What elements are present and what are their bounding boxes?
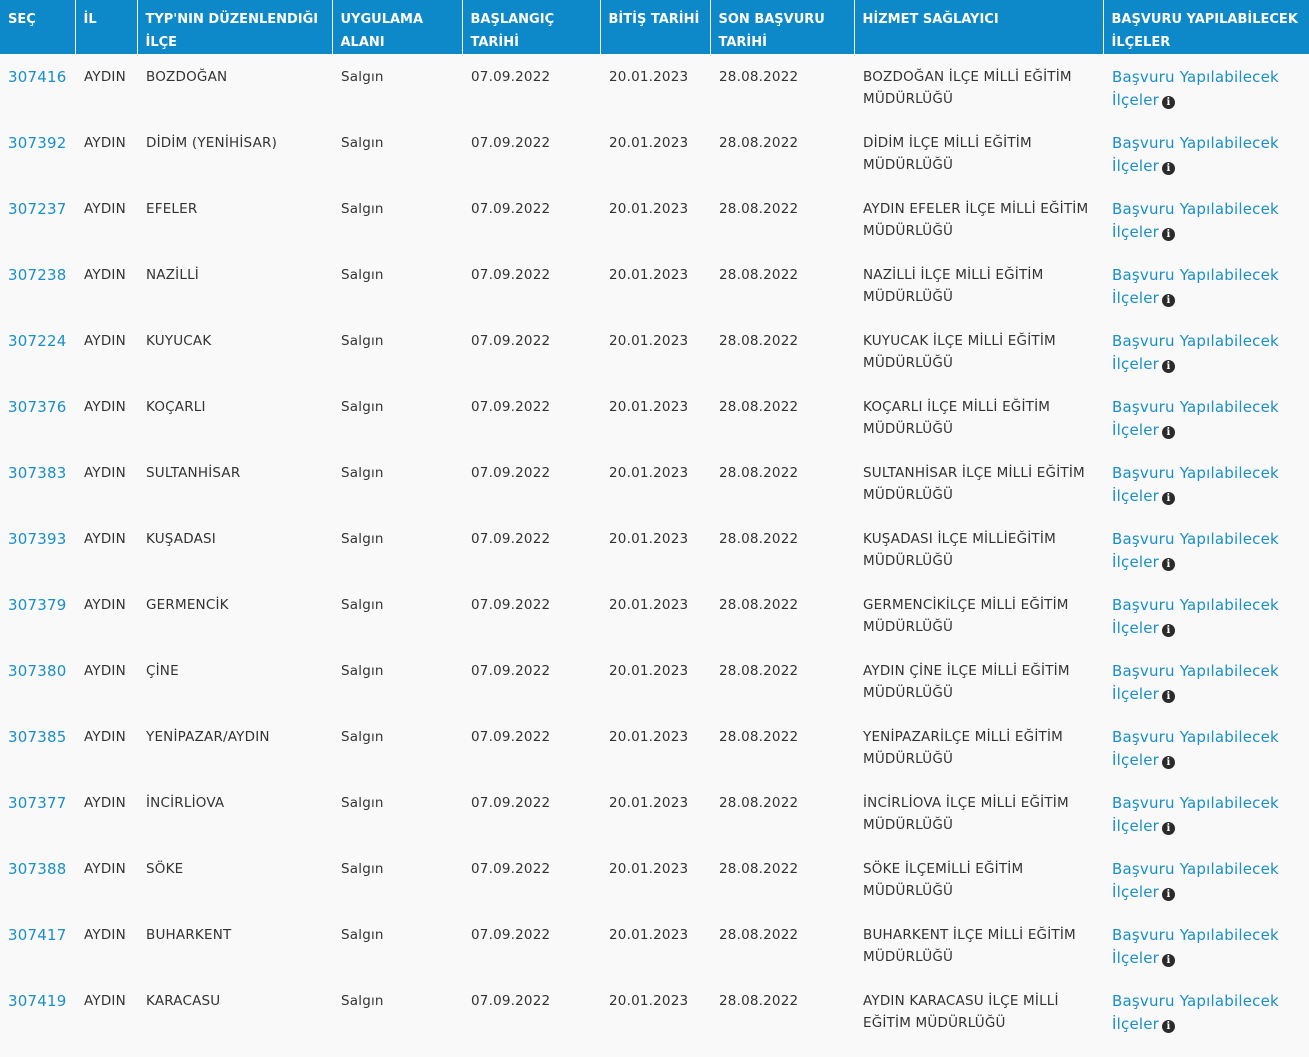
ilce-cell: DİDİM (YENİHİSAR) [146, 135, 278, 151]
eligible-districts-label: Başvuru Yapılabilecek İlçeler [1112, 926, 1279, 967]
table-row [0, 120, 1309, 186]
info-circle-icon[interactable]: i [1162, 162, 1175, 175]
eligible-districts-label: Başvuru Yapılabilecek İlçeler [1112, 266, 1279, 307]
info-circle-icon[interactable]: i [1162, 228, 1175, 241]
deadline-cell: 28.08.2022 [719, 333, 799, 349]
provider-cell: SÖKE İLÇEMİLLİ EĞİTİM MÜDÜRLÜĞÜ [863, 861, 1024, 899]
start-date-cell: 07.09.2022 [471, 135, 551, 151]
il-cell: AYDIN [84, 927, 126, 943]
select-link[interactable]: 307380 [8, 662, 67, 680]
eligible-districts-link[interactable] [1112, 134, 1279, 175]
info-circle-icon[interactable]: i [1162, 822, 1175, 835]
table-row [0, 648, 1309, 714]
deadline-cell: 28.08.2022 [719, 597, 799, 613]
deadline-cell: 28.08.2022 [719, 663, 799, 679]
end-date-cell: 20.01.2023 [609, 135, 689, 151]
ilce-cell: KARACASU [146, 993, 221, 1009]
table-body [0, 54, 1309, 1044]
alan-cell: Salgın [341, 729, 384, 745]
start-date-cell: 07.09.2022 [471, 993, 551, 1009]
end-date-cell: 20.01.2023 [609, 861, 689, 877]
select-link[interactable]: 307238 [8, 266, 67, 284]
start-date-cell: 07.09.2022 [471, 333, 551, 349]
header-ilce: TYP'NIN DÜZENLENDIĞI İLÇE [137, 0, 332, 54]
end-date-cell: 20.01.2023 [609, 597, 689, 613]
start-date-cell: 07.09.2022 [471, 663, 551, 679]
il-cell: AYDIN [84, 729, 126, 745]
eligible-districts-label: Başvuru Yapılabilecek İlçeler [1112, 200, 1279, 241]
eligible-districts-link[interactable] [1112, 398, 1279, 439]
start-date-cell: 07.09.2022 [471, 795, 551, 811]
table-row [0, 978, 1309, 1044]
header-row [0, 0, 1309, 54]
il-cell: AYDIN [84, 597, 126, 613]
deadline-cell: 28.08.2022 [719, 993, 799, 1009]
alan-cell: Salgın [341, 531, 384, 547]
end-date-cell: 20.01.2023 [609, 201, 689, 217]
header-baslangic-tarihi: BAŞLANGIÇ TARİHİ [462, 0, 600, 54]
info-circle-icon[interactable]: i [1162, 558, 1175, 571]
provider-cell: NAZİLLİ İLÇE MİLLİ EĞİTİM MÜDÜRLÜĞÜ [863, 267, 1044, 305]
alan-cell: Salgın [341, 135, 384, 151]
info-circle-icon[interactable]: i [1162, 624, 1175, 637]
table-row [0, 582, 1309, 648]
alan-cell: Salgın [341, 993, 384, 1009]
end-date-cell: 20.01.2023 [609, 993, 689, 1009]
start-date-cell: 07.09.2022 [471, 69, 551, 85]
select-link[interactable]: 307383 [8, 464, 67, 482]
eligible-districts-label: Başvuru Yapılabilecek İlçeler [1112, 134, 1279, 175]
eligible-districts-link[interactable] [1112, 860, 1279, 901]
end-date-cell: 20.01.2023 [609, 267, 689, 283]
ilce-cell: SÖKE [146, 861, 184, 877]
alan-cell: Salgın [341, 333, 384, 349]
end-date-cell: 20.01.2023 [609, 663, 689, 679]
deadline-cell: 28.08.2022 [719, 861, 799, 877]
eligible-districts-link[interactable] [1112, 728, 1279, 769]
ilce-cell: YENİPAZAR/AYDIN [146, 729, 270, 745]
deadline-cell: 28.08.2022 [719, 531, 799, 547]
header-hizmet-saglayici: HİZMET SAĞLAYICI [854, 0, 1103, 54]
eligible-districts-link[interactable] [1112, 464, 1279, 505]
deadline-cell: 28.08.2022 [719, 795, 799, 811]
start-date-cell: 07.09.2022 [471, 465, 551, 481]
select-link[interactable]: 307417 [8, 926, 67, 944]
ilce-cell: NAZİLLİ [146, 267, 199, 283]
select-link[interactable]: 307419 [8, 992, 67, 1010]
provider-cell: YENİPAZARİLÇE MİLLİ EĞİTİM MÜDÜRLÜĞÜ [863, 729, 1063, 767]
table-row [0, 912, 1309, 978]
provider-cell: BUHARKENT İLÇE MİLLİ EĞİTİM MÜDÜRLÜĞÜ [863, 927, 1076, 965]
select-link[interactable]: 307392 [8, 134, 67, 152]
deadline-cell: 28.08.2022 [719, 465, 799, 481]
il-cell: AYDIN [84, 267, 126, 283]
table-row [0, 54, 1309, 120]
alan-cell: Salgın [341, 927, 384, 943]
alan-cell: Salgın [341, 795, 384, 811]
provider-cell: SULTANHİSAR İLÇE MİLLİ EĞİTİM MÜDÜRLÜĞÜ [863, 465, 1085, 503]
eligible-districts-label: Başvuru Yapılabilecek İlçeler [1112, 596, 1279, 637]
il-cell: AYDIN [84, 795, 126, 811]
eligible-districts-link[interactable] [1112, 992, 1279, 1033]
select-link[interactable]: 307388 [8, 860, 67, 878]
eligible-districts-link[interactable] [1112, 68, 1279, 109]
eligible-districts-label: Başvuru Yapılabilecek İlçeler [1112, 728, 1279, 769]
start-date-cell: 07.09.2022 [471, 729, 551, 745]
ilce-cell: EFELER [146, 201, 198, 217]
alan-cell: Salgın [341, 267, 384, 283]
provider-cell: KUYUCAK İLÇE MİLLİ EĞİTİM MÜDÜRLÜĞÜ [863, 333, 1056, 371]
deadline-cell: 28.08.2022 [719, 729, 799, 745]
alan-cell: Salgın [341, 663, 384, 679]
ilce-cell: İNCİRLİOVA [146, 795, 225, 811]
start-date-cell: 07.09.2022 [471, 267, 551, 283]
table-row [0, 846, 1309, 912]
il-cell: AYDIN [84, 333, 126, 349]
start-date-cell: 07.09.2022 [471, 927, 551, 943]
eligible-districts-link[interactable] [1112, 266, 1279, 307]
select-link[interactable]: 307224 [8, 332, 67, 350]
table-row [0, 186, 1309, 252]
alan-cell: Salgın [341, 69, 384, 85]
eligible-districts-link[interactable] [1112, 926, 1279, 967]
end-date-cell: 20.01.2023 [609, 399, 689, 415]
start-date-cell: 07.09.2022 [471, 201, 551, 217]
alan-cell: Salgın [341, 201, 384, 217]
header-bitis-tarihi: BİTİŞ TARİHİ [600, 0, 710, 54]
header-basvuru-ilceler: BAŞVURU YAPILABİLECEK İLÇELER [1103, 0, 1309, 54]
end-date-cell: 20.01.2023 [609, 333, 689, 349]
alan-cell: Salgın [341, 399, 384, 415]
eligible-districts-link[interactable] [1112, 530, 1279, 571]
info-circle-icon[interactable]: i [1162, 96, 1175, 109]
info-circle-icon[interactable]: i [1162, 888, 1175, 901]
eligible-districts-label: Başvuru Yapılabilecek İlçeler [1112, 398, 1279, 439]
eligible-districts-link[interactable] [1112, 662, 1279, 703]
eligible-districts-label: Başvuru Yapılabilecek İlçeler [1112, 794, 1279, 835]
il-cell: AYDIN [84, 69, 126, 85]
table-row [0, 318, 1309, 384]
eligible-districts-link[interactable] [1112, 794, 1279, 835]
info-circle-icon[interactable]: i [1162, 426, 1175, 439]
select-link[interactable]: 307385 [8, 728, 67, 746]
header-uygulama-alani: UYGULAMA ALANI [332, 0, 462, 54]
info-circle-icon[interactable]: i [1162, 360, 1175, 373]
select-link[interactable]: 307416 [8, 68, 67, 86]
info-circle-icon[interactable]: i [1162, 954, 1175, 967]
il-cell: AYDIN [84, 201, 126, 217]
start-date-cell: 07.09.2022 [471, 399, 551, 415]
eligible-districts-label: Başvuru Yapılabilecek İlçeler [1112, 332, 1279, 373]
ilce-cell: ÇİNE [146, 663, 179, 679]
table-header [0, 0, 1309, 54]
end-date-cell: 20.01.2023 [609, 729, 689, 745]
provider-cell: BOZDOĞAN İLÇE MİLLİ EĞİTİM MÜDÜRLÜĞÜ [863, 69, 1072, 107]
deadline-cell: 28.08.2022 [719, 69, 799, 85]
il-cell: AYDIN [84, 861, 126, 877]
start-date-cell: 07.09.2022 [471, 861, 551, 877]
table-row [0, 384, 1309, 450]
ilce-cell: GERMENCİK [146, 597, 229, 613]
alan-cell: Salgın [341, 861, 384, 877]
provider-cell: AYDIN ÇİNE İLÇE MİLLİ EĞİTİM MÜDÜRLÜĞÜ [863, 663, 1070, 701]
provider-cell: AYDIN KARACASU İLÇE MİLLİ EĞİTİM MÜDÜRLÜĞÜ [863, 993, 1059, 1031]
eligible-districts-label: Başvuru Yapılabilecek İlçeler [1112, 68, 1279, 109]
deadline-cell: 28.08.2022 [719, 927, 799, 943]
deadline-cell: 28.08.2022 [719, 399, 799, 415]
provider-cell: GERMENCİKİLÇE MİLLİ EĞİTİM MÜDÜRLÜĞÜ [863, 597, 1069, 635]
ilce-cell: KUYUCAK [146, 333, 212, 349]
table-row [0, 516, 1309, 582]
il-cell: AYDIN [84, 531, 126, 547]
eligible-districts-link[interactable] [1112, 332, 1279, 373]
header-son-basvuru-tarihi: SON BAŞVURU TARİHİ [710, 0, 854, 54]
eligible-districts-link[interactable] [1112, 596, 1279, 637]
ilce-cell: BOZDOĞAN [146, 69, 228, 85]
provider-cell: İNCİRLİOVA İLÇE MİLLİ EĞİTİM MÜDÜRLÜĞÜ [863, 795, 1069, 833]
start-date-cell: 07.09.2022 [471, 531, 551, 547]
table-row [0, 780, 1309, 846]
deadline-cell: 28.08.2022 [719, 135, 799, 151]
ilce-cell: SULTANHİSAR [146, 465, 241, 481]
eligible-districts-label: Başvuru Yapılabilecek İlçeler [1112, 464, 1279, 505]
alan-cell: Salgın [341, 597, 384, 613]
il-cell: AYDIN [84, 465, 126, 481]
header-sec: SEÇ [0, 0, 75, 54]
eligible-districts-link[interactable] [1112, 200, 1279, 241]
eligible-districts-label: Başvuru Yapılabilecek İlçeler [1112, 860, 1279, 901]
il-cell: AYDIN [84, 135, 126, 151]
end-date-cell: 20.01.2023 [609, 927, 689, 943]
select-link[interactable]: 307393 [8, 530, 67, 548]
eligible-districts-label: Başvuru Yapılabilecek İlçeler [1112, 662, 1279, 703]
ilce-cell: BUHARKENT [146, 927, 232, 943]
eligible-districts-label: Başvuru Yapılabilecek İlçeler [1112, 530, 1279, 571]
ilce-cell: KUŞADASI [146, 531, 216, 547]
il-cell: AYDIN [84, 993, 126, 1009]
table-row [0, 714, 1309, 780]
eligible-districts-label: Başvuru Yapılabilecek İlçeler [1112, 992, 1279, 1033]
il-cell: AYDIN [84, 663, 126, 679]
start-date-cell: 07.09.2022 [471, 597, 551, 613]
info-circle-icon[interactable]: i [1162, 492, 1175, 505]
provider-cell: AYDIN EFELER İLÇE MİLLİ EĞİTİM MÜDÜRLÜĞÜ [863, 201, 1089, 239]
info-circle-icon[interactable]: i [1162, 294, 1175, 307]
table-row [0, 450, 1309, 516]
select-link[interactable]: 307376 [8, 398, 67, 416]
select-link[interactable]: 307377 [8, 794, 67, 812]
deadline-cell: 28.08.2022 [719, 267, 799, 283]
select-link[interactable]: 307379 [8, 596, 67, 614]
info-circle-icon[interactable]: i [1162, 690, 1175, 703]
end-date-cell: 20.01.2023 [609, 465, 689, 481]
select-link[interactable]: 307237 [8, 200, 67, 218]
info-circle-icon[interactable]: i [1162, 756, 1175, 769]
ilce-cell: KOÇARLI [146, 399, 206, 415]
alan-cell: Salgın [341, 465, 384, 481]
provider-cell: KOÇARLI İLÇE MİLLİ EĞİTİM MÜDÜRLÜĞÜ [863, 399, 1051, 437]
il-cell: AYDIN [84, 399, 126, 415]
deadline-cell: 28.08.2022 [719, 201, 799, 217]
info-circle-icon[interactable]: i [1162, 1020, 1175, 1033]
table-row [0, 252, 1309, 318]
end-date-cell: 20.01.2023 [609, 531, 689, 547]
header-il: İL [75, 0, 137, 54]
provider-cell: DİDİM İLÇE MİLLİ EĞİTİM MÜDÜRLÜĞÜ [863, 135, 1032, 173]
end-date-cell: 20.01.2023 [609, 69, 689, 85]
end-date-cell: 20.01.2023 [609, 795, 689, 811]
provider-cell: KUŞADASI İLÇE MİLLİEĞİTİM MÜDÜRLÜĞÜ [863, 531, 1056, 569]
